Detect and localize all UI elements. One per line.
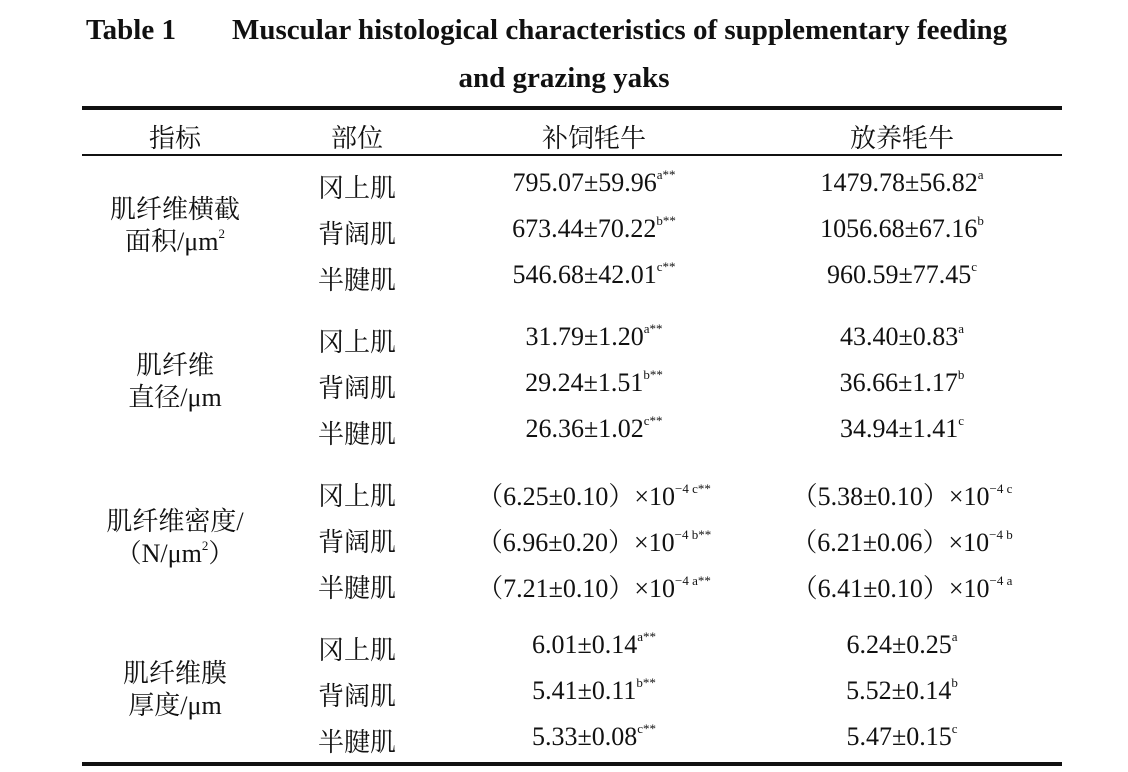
bottom-rule xyxy=(82,762,1062,766)
group-label-line2: 面积$/\mu m^2$ xyxy=(125,226,225,256)
group-label-line1: 肌纤维 xyxy=(135,351,214,380)
header-supplementary: 补饲牦牛 xyxy=(541,124,646,153)
graz-value: 960.59±77.45$^c$ xyxy=(826,259,978,289)
header-grazing: 放养牦牛 xyxy=(849,124,954,153)
supp-value: $(7.21\pm 0.10)\times 10^{-4 a**}$ xyxy=(477,573,711,603)
supp-value: $795.07\pm 59.96^{a**}$ xyxy=(512,167,676,197)
data-table xyxy=(82,110,1062,762)
supp-value: $5.41\pm 0.11^{b**}$ xyxy=(532,675,656,705)
table-label: Table 1 xyxy=(86,14,176,46)
part-cell: 冈上肌 xyxy=(317,328,396,357)
part-cell: 背阔肌 xyxy=(317,528,396,557)
group-label-line2: 厚度/μm xyxy=(128,691,222,720)
group-label-line2: $(N/\mu m^2)$ xyxy=(115,538,235,568)
group-label-line2: 直径/μm xyxy=(128,383,222,412)
graz-value: 1479.78±56.82$^a$ xyxy=(820,167,984,197)
part-cell: 冈上肌 xyxy=(317,636,396,665)
graz-value: $(6.21\pm 0.06)\times 10^{-4 b}$ xyxy=(791,527,1013,557)
supp-value: $31.79\pm 1.20^{a**}$ xyxy=(525,321,663,351)
graz-value: 6.24±0.25$^a$ xyxy=(846,629,958,659)
table-caption xyxy=(0,0,1128,100)
supp-value: $546.68\pm 42.01^{c**}$ xyxy=(512,259,676,289)
graz-value: 5.52±0.14$^b$ xyxy=(846,675,958,705)
part-cell: 背阔肌 xyxy=(317,682,396,711)
part-cell: 背阔肌 xyxy=(317,374,396,403)
table-title-line1: Muscular histological characteristics of supplementary feeding xyxy=(232,14,1008,46)
group-label-line1: 肌纤维膜 xyxy=(122,659,227,688)
part-cell: 半腱肌 xyxy=(317,574,396,603)
group-label xyxy=(82,194,268,262)
supp-value: $29.24\pm 1.51^{b**}$ xyxy=(525,367,663,397)
graz-value: 43.40±0.83$^a$ xyxy=(839,321,965,351)
part-cell: 半腱肌 xyxy=(317,728,396,757)
header-part: 部位 xyxy=(330,124,383,153)
group-label xyxy=(82,350,268,414)
group-label-sup: 2 xyxy=(218,226,225,241)
graz-value: $(6.41\pm 0.10)\times 10^{-4 a}$ xyxy=(791,573,1013,603)
part-cell: 冈上肌 xyxy=(317,174,396,203)
graz-value: 34.94±1.41$^c$ xyxy=(839,413,965,443)
part-cell: 半腱肌 xyxy=(317,266,396,295)
group-label xyxy=(82,506,268,574)
part-cell: 冈上肌 xyxy=(317,482,396,511)
part-cell: 背阔肌 xyxy=(317,220,396,249)
table-title-line2: and grazing yaks xyxy=(458,62,670,94)
supp-value: $6.01\pm 0.14^{a**}$ xyxy=(531,629,657,659)
part-cell: 半腱肌 xyxy=(317,420,396,449)
graz-value: 1056.68±67.16$^b$ xyxy=(820,213,984,243)
supp-value: $26.36\pm 1.02^{c**}$ xyxy=(525,413,663,443)
supp-value: $5.33\pm 0.08^{c**}$ xyxy=(531,721,657,751)
group-label-line1: 肌纤维密度/ xyxy=(106,507,244,536)
group-label-line1: 肌纤维横截 xyxy=(109,195,240,224)
group-label xyxy=(82,658,268,722)
group-label-sup: 2 xyxy=(201,538,209,553)
supp-value: $(6.96\pm 0.20)\times 10^{-4 b**}$ xyxy=(476,527,712,557)
graz-value: 36.66±1.17$^b$ xyxy=(839,367,965,397)
graz-value: $(5.38\pm 0.10)\times 10^{-4 c}$ xyxy=(791,481,1013,511)
graz-value: 5.47±0.15$^c$ xyxy=(846,721,958,751)
supp-value: $(6.25\pm 0.10)\times 10^{-4 c**}$ xyxy=(477,481,711,511)
header-indicator: 指标 xyxy=(148,124,201,153)
supp-value: $673.44\pm 70.22^{b**}$ xyxy=(512,213,676,243)
